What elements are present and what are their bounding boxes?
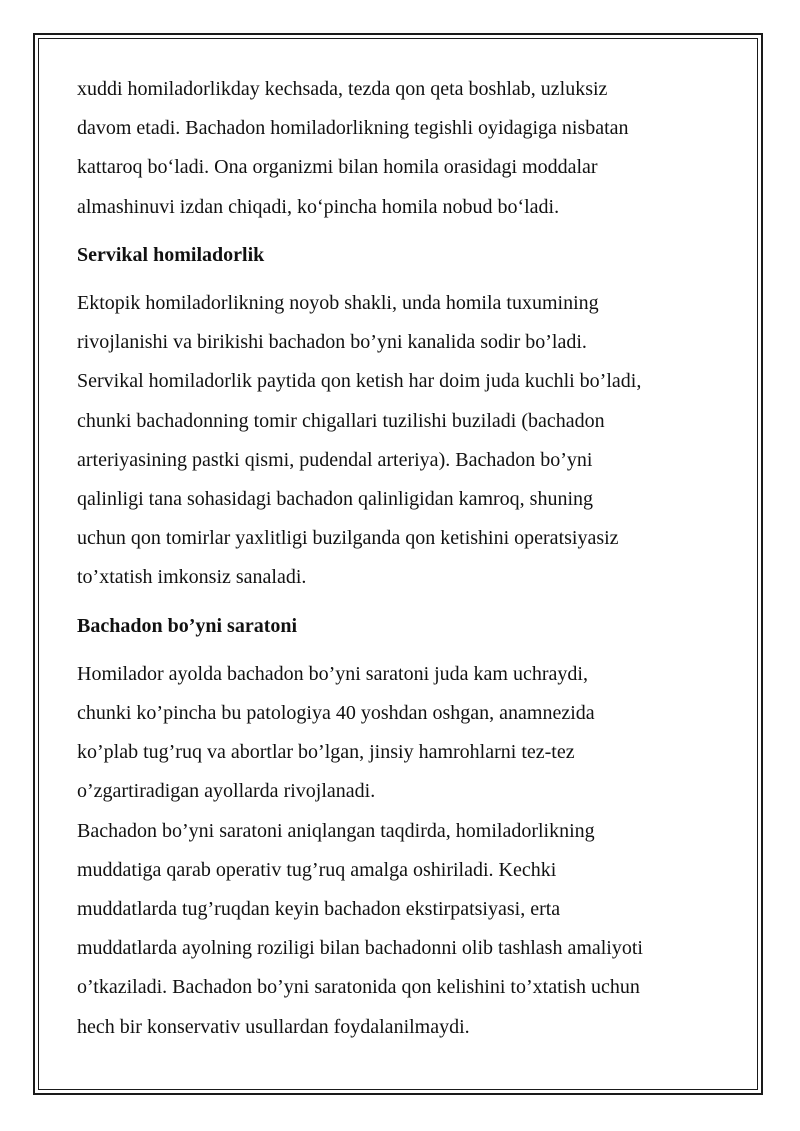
text-line: hech bir konservativ usullardan foydalanilmaydi. [77, 1015, 470, 1038]
text-line: Servikal homiladorlik paytida qon ketish har doim juda kuchli bo’ladi, [77, 370, 642, 393]
text-line: rivojlanishi va birikishi bachadon bo’yni kanalida sodir bo’ladi. [77, 331, 587, 354]
text-line: uchun qon tomirlar yaxlitligi buzilganda qon ketishini operatsiyasiz [77, 527, 619, 550]
section-paragraph [77, 284, 737, 598]
text-line: qalinligi tana sohasidagi bachadon qalinligidan kamroq, shuning [77, 488, 594, 511]
text-line: ko’plab tug’ruq va abortlar bo’lgan, jinsiy hamrohlarni tez-tez [77, 741, 575, 764]
text-line: chunki bachadonning tomir chigallari tuzilishi buziladi (bachadon [77, 409, 605, 432]
text-line: o’zgartiradigan ayollarda rivojlanadi. [77, 780, 376, 803]
text-line: to’xtatish imkonsiz sanaladi. [77, 566, 307, 589]
section-heading: Bachadon bo’yni saratoni [77, 614, 298, 637]
text-line: kattaroq bo‘ladi. Ona organizmi bilan homila orasidagi moddalar [77, 156, 598, 179]
text-line: Ektopik homiladorlikning noyob shakli, unda homila tuxumining [77, 292, 599, 315]
text-line: davom etadi. Bachadon homiladorlikning tegishli oyidagiga nisbatan [77, 117, 629, 140]
text-line: muddatlarda tug’ruqdan keyin bachadon ekstirpatsiyasi, erta [77, 898, 561, 921]
text-line: Bachadon bo’yni saratoni aniqlangan taqdirda, homiladorlikning [77, 819, 595, 842]
text-line: muddatlarda ayolning roziligi bilan bachadonni olib tashlash amaliyoti [77, 937, 643, 960]
text-line: Homilador ayolda bachadon bo’yni saratoni juda kam uchraydi, [77, 662, 588, 685]
text-line: xuddi homiladorlikday kechsada, tezda qon qeta boshlab, uzluksiz [77, 78, 608, 100]
section-heading: Servikal homiladorlik [77, 243, 265, 266]
text-line: arteriyasining pastki qismi, pudendal arteriya). Bachadon bo’yni [77, 448, 593, 471]
text-line: chunki ko’pincha bu patologiya 40 yoshdan oshgan, anamnezida [77, 702, 595, 725]
document-body [77, 70, 737, 1047]
intro-paragraph [77, 70, 737, 227]
text-line: o’tkaziladi. Bachadon bo’yni saratonida qon kelishini to’xtatish uchun [77, 976, 640, 999]
text-line: almashinuvi izdan chiqadi, ko‘pincha homila nobud bo‘ladi. [77, 195, 560, 218]
text-line: muddatiga qarab operativ tug’ruq amalga oshiriladi. Kechki [77, 858, 557, 881]
section-paragraph [77, 655, 737, 1047]
